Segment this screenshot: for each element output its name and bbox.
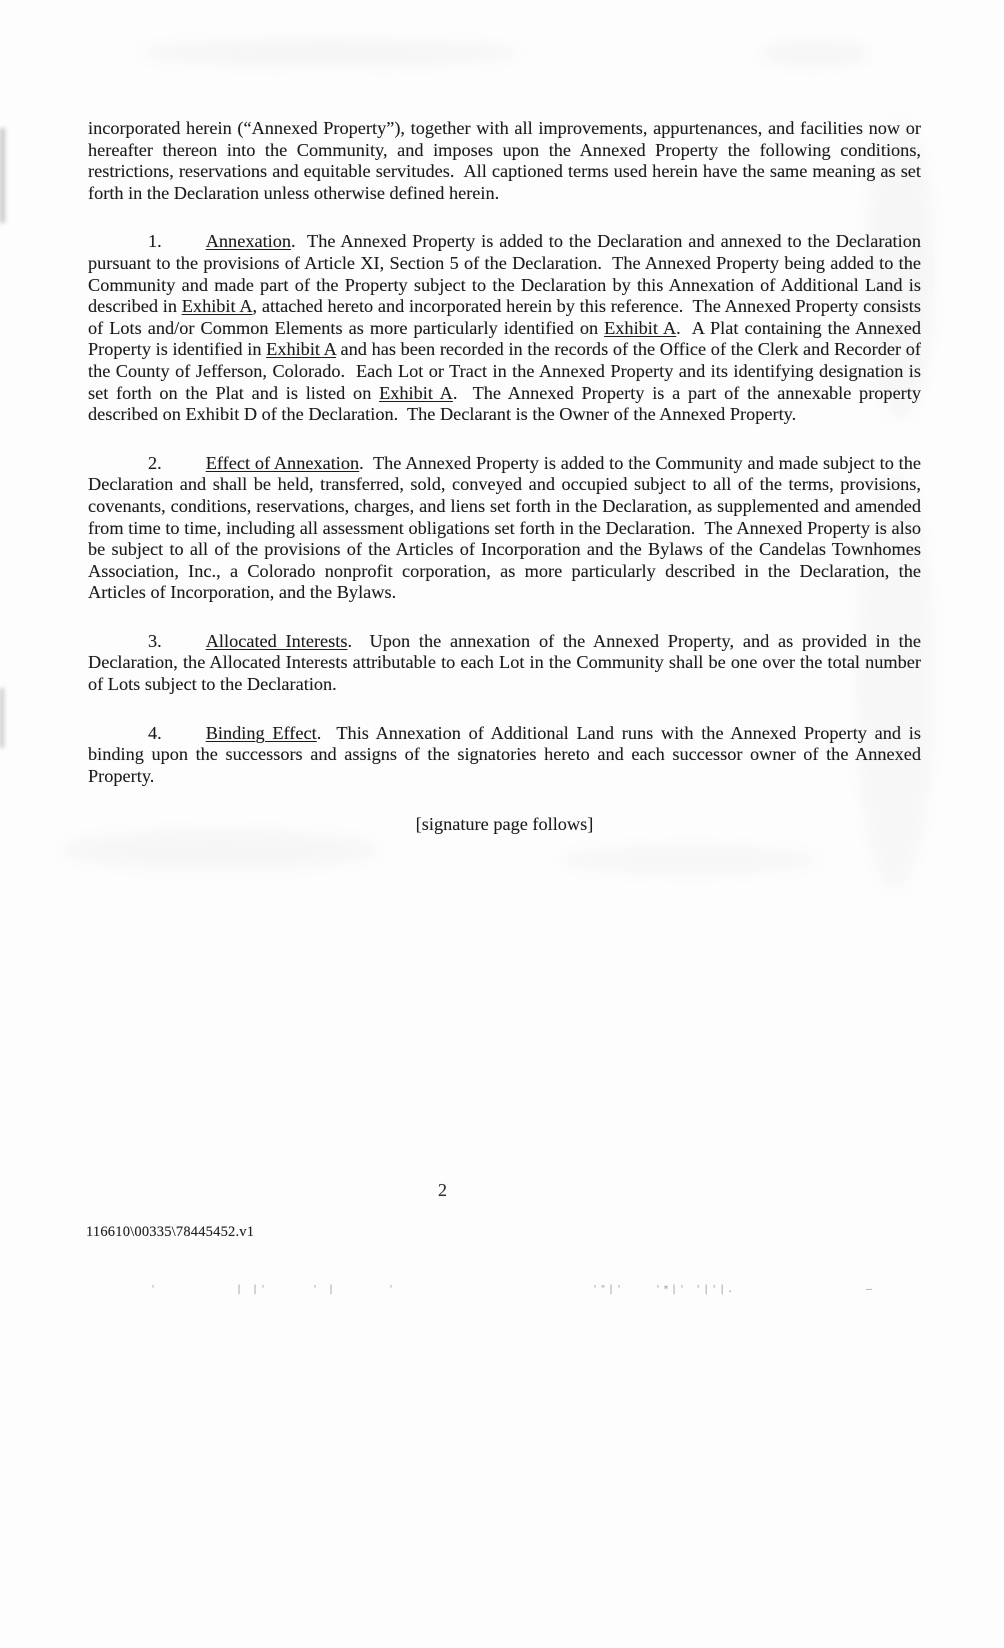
paragraph-2-effect-of-annexation bbox=[88, 452, 926, 604]
underlined-text: Binding Effect bbox=[205, 722, 317, 743]
signature-page-note: [signature page follows] bbox=[415, 814, 594, 835]
body-text: incorporated herein (“Annexed Property”), together with all improvements, appurtenances, and facilities now or hereafter thereon into the Community, and imposes upon the Annexed Property the following conditions, restrictions, reservations and equitable servitudes. All captioned terms used herein have the same meaning as set forth in the Declaration unless otherwise defined herein. bbox=[88, 118, 926, 203]
underlined-text: Allocated Interests bbox=[205, 630, 348, 651]
body-text: and has been recorded in the records of the Office of the Clerk and Recorder of the County of Jefferson, Colorado. Each Lot or Tract in the Annexed Property and its identifying designation is set forth on the Plat and is listed on bbox=[88, 339, 926, 403]
underlined-text: Exhibit A bbox=[604, 317, 677, 338]
body-text: . Upon the annexation of the Annexed Property, and as provided in the Declaration, the Allocated Interests attributable to each Lot in the Community shall be one over the total number of Lots subject to the Declaration. bbox=[88, 630, 926, 695]
scan-smudge bbox=[760, 42, 870, 66]
paragraph-number: 4. bbox=[148, 722, 162, 743]
intro-paragraph bbox=[88, 118, 926, 204]
paragraph-number: 3. bbox=[148, 630, 162, 651]
underlined-text: Exhibit A bbox=[181, 296, 253, 317]
body-text: . The Annexed Property is added to the Community and made subject to the Declaration and shall be held, transferred, sold, conveyed and occupied subject to all of the terms, provisions, covenants, conditions, reservations, charges, and liens set forth in the Declaration, as supplemented and amended from time to time, including all assessment obligations set forth in the Declaration. The Annexed Property is also be subject to all of the provisions of the Articles of Incorporation and the Bylaws of the Candelas Townhomes Association, Inc., a Colorado nonprofit corporation, as more particularly described in the Declaration, the Articles of Incorporation, and the Bylaws. bbox=[88, 452, 926, 603]
page-number: 2 bbox=[438, 1180, 447, 1200]
scan-smudge bbox=[140, 40, 520, 66]
paragraph-number: 2. bbox=[148, 452, 162, 473]
body-text: . This Annexation of Additional Land runs with the Annexed Property and is binding upon the successors and assigns of the signatories hereto and each successor owner of the Annexed Property. bbox=[88, 722, 926, 786]
scan-edge-artifact bbox=[0, 688, 4, 748]
underlined-text: Effect of Annexation bbox=[205, 452, 360, 473]
body-text: . The Annexed Property is a part of the annexable property described on Exhibit D of the Declaration. The Declarant is the Owner of the Annexed Property. bbox=[88, 382, 926, 425]
body-text: . The Annexed Property is added to the Declaration and annexed to the Declaration pursuant to the provisions of Article XI, Section 5 of the Declaration. The Annexed Property being added to the Community and made part of the Property subject to the Declaration by this Annexation of Additional Land is described in bbox=[88, 231, 926, 317]
scan-noise-mark: ' bbox=[150, 1284, 159, 1295]
scan-edge-artifact bbox=[0, 128, 5, 223]
body-text: , attached hereto and incorporated herein by this reference. The Annexed Property consists of Lots and/or Common Elements as more particularly identified on bbox=[88, 296, 926, 338]
underlined-text: Exhibit A bbox=[266, 339, 336, 360]
underlined-text: Exhibit A bbox=[379, 382, 453, 403]
scan-artifacts bbox=[0, 1284, 1004, 1304]
scan-noise-mark: – bbox=[866, 1284, 875, 1295]
scan-noise-mark: ' | bbox=[312, 1284, 337, 1295]
paragraph-1-annexation bbox=[88, 231, 926, 425]
scan-noise-mark: ' bbox=[388, 1284, 397, 1295]
scan-noise-mark: | |' bbox=[236, 1284, 269, 1295]
paragraph-4-binding-effect bbox=[88, 722, 926, 788]
scan-noise-mark: '"|' bbox=[592, 1284, 625, 1295]
paragraph-number: 1. bbox=[148, 231, 162, 252]
scan-noise-mark: '*|' '|'|. bbox=[655, 1284, 736, 1295]
underlined-text: Annexation bbox=[205, 231, 292, 252]
document-body bbox=[88, 118, 926, 863]
paragraph-3-allocated-interests bbox=[88, 630, 926, 696]
body-text: . A Plat containing the Annexed Property is identified in bbox=[88, 317, 926, 360]
document-control-number: 116610\00335\78445452.v1 bbox=[86, 1224, 255, 1240]
